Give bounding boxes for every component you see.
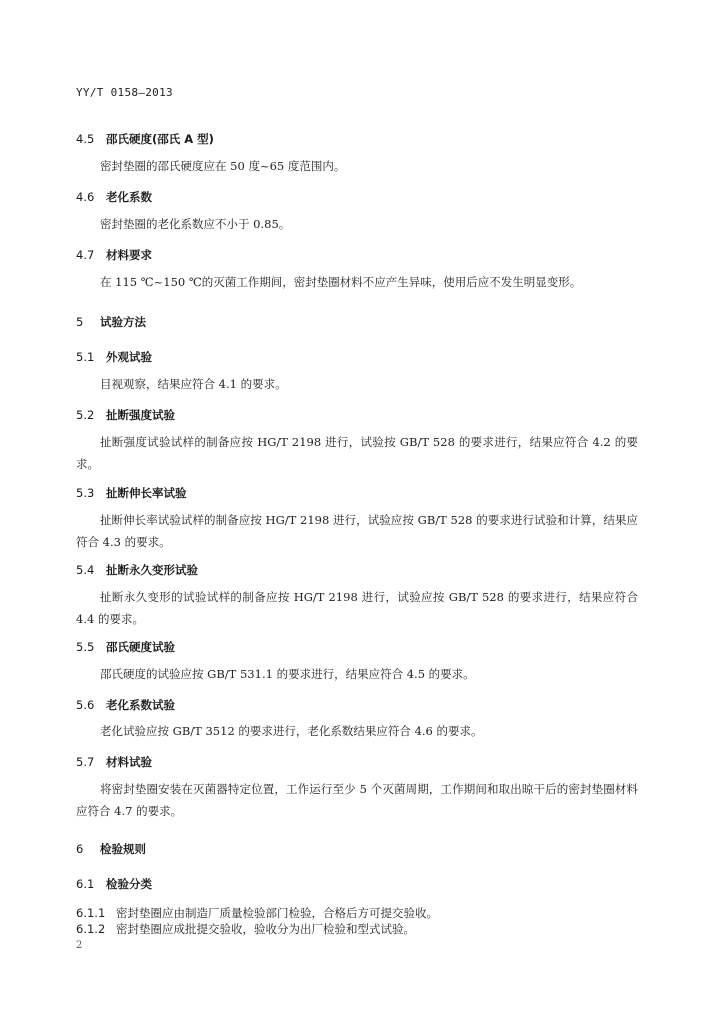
section-number: 5.3 xyxy=(76,486,95,500)
section-title: 检验规则 xyxy=(100,842,146,856)
section-number: 5.4 xyxy=(76,563,95,577)
section-title: 扯断强度试验 xyxy=(106,408,175,422)
section-number: 5.7 xyxy=(76,755,95,769)
item-number: 6.1.2 xyxy=(76,922,106,936)
section-5-1-heading xyxy=(76,349,152,365)
item-number: 6.1.1 xyxy=(76,906,106,920)
section-6-1-1-item xyxy=(76,905,438,921)
section-number: 5.1 xyxy=(76,350,95,364)
section-number: 6.1 xyxy=(76,877,95,891)
section-5-7-heading xyxy=(76,754,152,770)
section-title: 邵氏硬度试验 xyxy=(106,640,175,654)
item-text: 密封垫圈应成批提交验收，验收分为出厂检验和型式试验。 xyxy=(116,922,415,936)
section-title: 试验方法 xyxy=(100,315,146,329)
section-5-5-text: 邵氏硬度的试验应按 GB/T 531.1 的要求进行，结果应符合 4.5 的要求。 xyxy=(100,667,475,681)
section-5-2-text: 扯断强度试验试样的制备应按 HG/T 2198 进行，试验按 GB/T 528 的要求进行，结果应符合 4.2 的要求。 xyxy=(76,435,638,471)
section-5-6-heading xyxy=(76,697,175,713)
section-5-3-text: 扯断伸长率试验试样的制备应按 HG/T 2198 进行，试验应按 GB/T 528 的要求进行试验和计算，结果应符合 4.3 的要求。 xyxy=(76,513,638,549)
section-number: 6 xyxy=(76,842,84,856)
section-4-6-heading xyxy=(76,189,152,205)
section-title: 扯断伸长率试验 xyxy=(106,486,187,500)
section-number: 5.5 xyxy=(76,640,95,654)
section-number: 5.6 xyxy=(76,698,95,712)
section-4-6-text: 密封垫圈的老化系数应不小于 0.85。 xyxy=(100,217,291,231)
section-5-4-heading xyxy=(76,562,198,578)
section-5-6-text: 老化试验应按 GB/T 3512 的要求进行，老化系数结果应符合 4.6 的要求。 xyxy=(100,724,483,738)
section-6-1-heading xyxy=(76,876,152,892)
standard-number-header: YY/T 0158—2013 xyxy=(76,86,173,99)
section-5-5-heading xyxy=(76,639,175,655)
section-5-7-text: 将密封垫圈安装在灭菌器特定位置，工作运行至少 5 个灭菌周期，工作期间和取出晾干后的密封垫圈材料应符合 4.7 的要求。 xyxy=(76,782,638,818)
section-title: 老化系数 xyxy=(106,190,152,204)
section-title: 扯断永久变形试验 xyxy=(106,563,198,577)
section-number: 5 xyxy=(76,315,84,329)
section-title: 材料要求 xyxy=(106,248,152,262)
section-title: 检验分类 xyxy=(106,877,152,891)
section-5-3-heading xyxy=(76,485,187,501)
section-number: 5.2 xyxy=(76,408,95,422)
section-5-4-text: 扯断永久变形的试验试样的制备应按 HG/T 2198 进行，试验应按 GB/T 528 的要求进行，结果应符合 4.4 的要求。 xyxy=(76,590,638,626)
section-title: 邵氏硬度(邵氏 A 型) xyxy=(106,132,214,146)
section-5-1-text: 目视观察，结果应符合 4.1 的要求。 xyxy=(100,377,287,391)
section-title: 外观试验 xyxy=(106,350,152,364)
section-4-7-heading xyxy=(76,247,152,263)
section-4-5-heading xyxy=(76,131,214,147)
section-number: 4.6 xyxy=(76,190,95,204)
section-title: 老化系数试验 xyxy=(106,698,175,712)
item-text: 密封垫圈应由制造厂质量检验部门检验，合格后方可提交验收。 xyxy=(116,906,438,920)
section-4-5-text: 密封垫圈的邵氏硬度应在 50 度~65 度范围内。 xyxy=(100,159,346,173)
section-number: 4.7 xyxy=(76,248,95,262)
section-number: 4.5 xyxy=(76,132,95,146)
section-6-1-2-item xyxy=(76,921,415,937)
section-5-2-heading xyxy=(76,407,175,423)
section-5-heading xyxy=(76,314,146,330)
page-number: 2 xyxy=(76,940,83,951)
section-title: 材料试验 xyxy=(106,755,152,769)
section-6-heading xyxy=(76,841,146,857)
section-4-7-text: 在 115 ℃~150 ℃的灭菌工作期间，密封垫圈材料不应产生异味，使用后应不发生明显变形。 xyxy=(100,275,582,289)
